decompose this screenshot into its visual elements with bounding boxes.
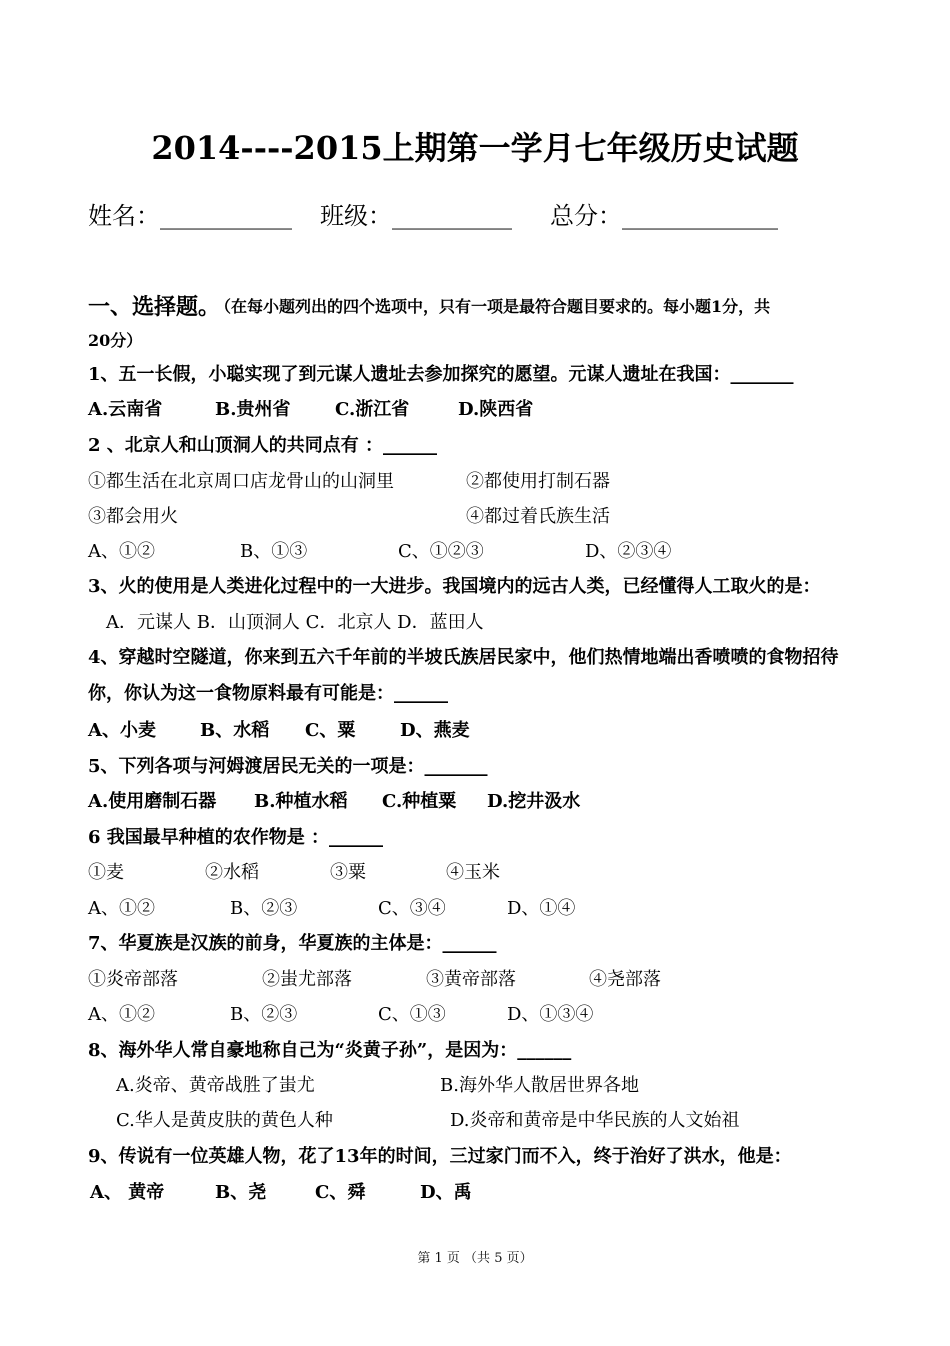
- class-field: 班级：__________: [320, 202, 512, 230]
- q6-option-a: A、①②: [88, 898, 155, 919]
- q5-option-c: C.种植粟: [382, 791, 457, 812]
- question-3-stem: 3、火的使用是人类进化过程中的一大进步。我国境内的远古人类，已经懂得人工取火的是：: [88, 576, 821, 597]
- q2-statement-1: ①都生活在北京周口店龙骨山的山洞里: [88, 471, 394, 492]
- question-4-stem-cont: 你，你认为这一食物原料最有可能是：______: [88, 683, 448, 704]
- q8-option-c: C.华人是黄皮肤的黄色人种: [116, 1110, 333, 1131]
- q4-option-d: D、燕麦: [400, 720, 470, 741]
- q4-option-a: A、小麦: [88, 720, 156, 741]
- q1-option-c: C.浙江省: [335, 399, 410, 420]
- question-1-stem: 1、五一长假，小聪实现了到元谋人遗址去参加探究的愿望。元谋人遗址在我国：_______: [88, 364, 794, 385]
- score-field: 总分：_____________: [550, 202, 778, 230]
- q2-statement-3: ③都会用火: [88, 506, 178, 527]
- q1-option-a: A.云南省: [88, 399, 163, 420]
- question-8-stem: 8、海外华人常自豪地称自己为“炎黄子孙”，是因为：______: [88, 1040, 572, 1061]
- q5-option-b: B.种植水稻: [254, 791, 348, 812]
- q6-option-c: C、③④: [378, 898, 446, 919]
- q2-option-c: C、①②③: [398, 541, 484, 562]
- q7-statement-3: ③黄帝部落: [426, 969, 516, 990]
- q7-statement-1: ①炎帝部落: [88, 969, 178, 990]
- page-footer: 第 1 页 （共 5 页）: [417, 1251, 533, 1266]
- q6-option-d: D、①④: [507, 898, 576, 919]
- question-2-stem: 2 、北京人和山顶洞人的共同点有 ：______: [88, 435, 438, 456]
- section-note: （在每小题列出的四个选项中，只有一项是最符合题目要求的。每小题1分，共: [215, 297, 771, 316]
- name-field: 姓名：___________: [88, 202, 292, 230]
- q3-options: A．元谋人 B．山顶洞人 C．北京人 D．蓝田人: [106, 612, 484, 633]
- q5-option-d: D.挖井汲水: [487, 791, 581, 812]
- q8-option-d: D.炎帝和黄帝是中华民族的人文始祖: [450, 1110, 740, 1131]
- q2-option-b: B、①③: [240, 541, 308, 562]
- q9-option-a: A、 黄帝: [90, 1182, 165, 1203]
- q8-option-b: B.海外华人散居世界各地: [440, 1075, 639, 1096]
- q2-statement-4: ④都过着氏族生活: [466, 506, 610, 527]
- q9-option-d: D、禹: [420, 1182, 472, 1203]
- q7-option-b: B、②③: [230, 1004, 298, 1025]
- q7-statement-4: ④尧部落: [589, 969, 661, 990]
- section-heading: 一、选择题。: [88, 294, 221, 320]
- q8-option-a: A.炎帝、黄帝战胜了蚩尤: [116, 1075, 315, 1096]
- question-7-stem: 7、华夏族是汉族的前身，华夏族的主体是：______: [88, 933, 497, 954]
- q9-option-c: C、舜: [315, 1182, 366, 1203]
- question-4-stem: 4、穿越时空隧道，你来到五六千年前的半坡氏族居民家中，他们热情地端出香喷喷的食物招待: [88, 647, 839, 668]
- question-6-stem: 6 我国最早种植的农作物是 ：______: [88, 827, 384, 848]
- q1-option-d: D.陕西省: [458, 399, 534, 420]
- question-9-stem: 9、传说有一位英雄人物，花了13年的时间，三过家门而不入，终于治好了洪水，他是：: [88, 1146, 792, 1167]
- q6-statement-1: ①麦: [88, 862, 124, 883]
- q6-statement-4: ④玉米: [446, 862, 500, 883]
- page-title: 2014----2015上期第一学月七年级历史试题: [151, 129, 799, 167]
- question-5-stem: 5、下列各项与河姆渡居民无关的一项是：_______: [88, 756, 488, 777]
- q5-option-a: A.使用磨制石器: [88, 791, 217, 812]
- q9-option-b: B、尧: [215, 1182, 267, 1203]
- q6-statement-2: ②水稻: [205, 862, 259, 883]
- q7-option-d: D、①③④: [507, 1004, 594, 1025]
- q6-option-b: B、②③: [230, 898, 298, 919]
- q7-option-c: C、①③: [378, 1004, 446, 1025]
- q7-statement-2: ②蚩尤部落: [262, 969, 352, 990]
- q4-option-c: C、粟: [305, 720, 356, 741]
- section-note-cont: 20分）: [88, 331, 143, 350]
- q4-option-b: B、水稻: [200, 720, 270, 741]
- q2-option-d: D、②③④: [585, 541, 672, 562]
- q7-option-a: A、①②: [88, 1004, 155, 1025]
- q6-statement-3: ③粟: [330, 862, 366, 883]
- q2-statement-2: ②都使用打制石器: [466, 471, 610, 492]
- q2-option-a: A、①②: [88, 541, 155, 562]
- q1-option-b: B.贵州省: [215, 399, 291, 420]
